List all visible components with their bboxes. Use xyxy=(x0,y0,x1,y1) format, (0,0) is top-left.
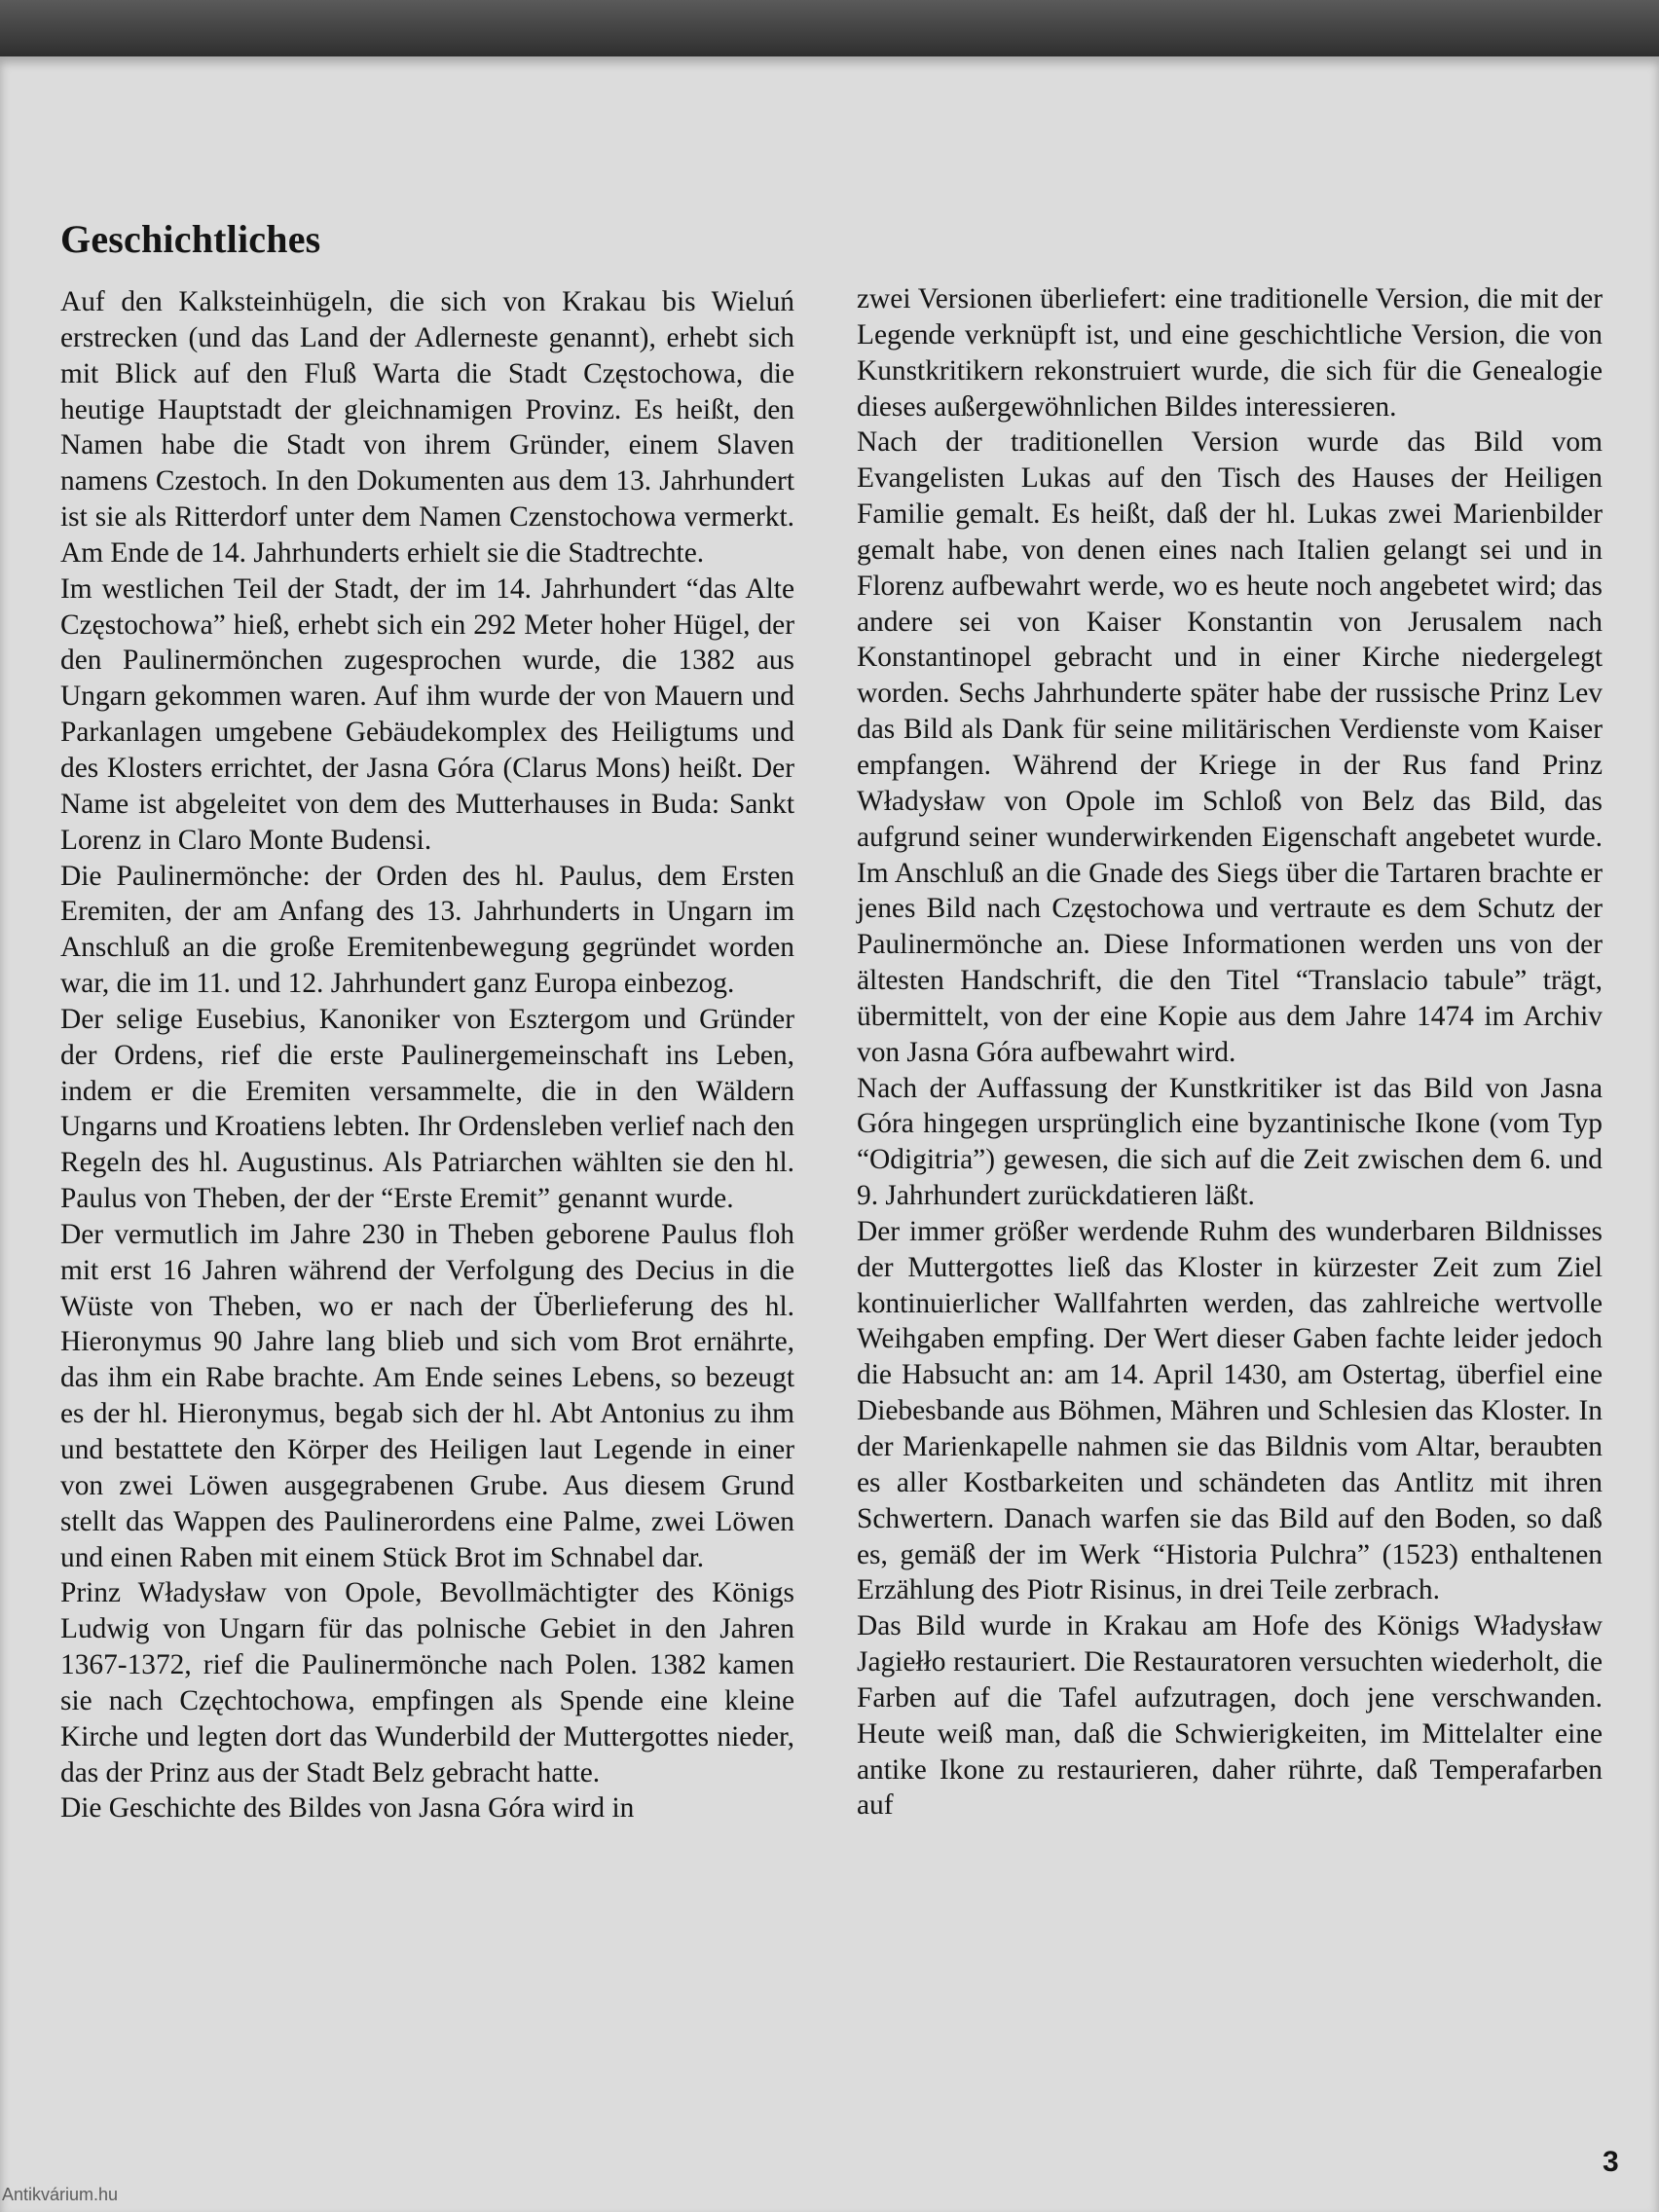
paragraph: zwei Versionen überliefert: eine traditionelle Version, die mit der Legende verknüpft ist, und eine geschichtliche Version, die von Kunstkritikern rekonstruiert wurde, die sich für die Genealogie dieses außergewöhnlichen Bildes interessieren. xyxy=(857,283,1603,423)
paragraph: Die Paulinermönche: der Orden des hl. Paulus, dem Ersten Eremiten, der am Anfang des 13. Jahrhunderts in Ungarn im Anschluß an die große Eremitenbewegung gegründet worden war, die im 11. und 12. Jahrhundert ganz Europa einbezog. xyxy=(60,860,794,1000)
paragraph: Der vermutlich im Jahre 230 in Theben geborene Paulus floh mit erst 16 Jahren während der Verfolgung des Decius in die Wüste von Theben, wo er nach der Überlieferung des hl. Hieronymus 90 Jahre lang blieb und sich vom Brot ernährte, das ihm ein Rabe brachte. Am Ende seines Lebens, so bezeugt es der hl. Hieronymus, begab sich der hl. Abt Antonius zu ihm und bestattete den Körper des Heiligen laut Legende in einer von zwei Löwen ausgegrabenen Grube. Aus diesem Grund stellt das Wappen des Paulinerordens eine Palme, zwei Löwen und einen Raben mit einem Stück Brot im Schnabel dar. xyxy=(60,1218,794,1573)
right-text-column xyxy=(857,281,1603,1824)
scan-top-edge xyxy=(0,0,1659,60)
paragraph: Im westlichen Teil der Stadt, der im 14. Jahrhundert “das Alte Częstochowa” hieß, erhebt sich ein 292 Meter hoher Hügel, der den Paulinermönchen zugesprochen wurde, die 1382 aus Ungarn gekommen waren. Auf ihm wurde der von Mauern und Parkanlagen umgebene Gebäudekomplex des Heiligtums und des Klosters errichtet, der Jasna Góra (Clarus Mons) heißt. Der Name ist abgeleitet von dem des Mutterhauses in Buda: Sankt Lorenz in Claro Monte Budensi. xyxy=(60,572,794,856)
paragraph: Nach der Auffassung der Kunstkritiker ist das Bild von Jasna Góra hingegen ursprünglich eine byzantinische Ikone (vom Typ “Odigitria”) gewesen, die sich auf die Zeit zwischen dem 6. und 9. Jahrhundert zurückdatieren läßt. xyxy=(857,1072,1603,1212)
paragraph: Der immer größer werdende Ruhm des wunderbaren Bildnisses der Muttergottes ließ das Kloster in kürzester Zeit zum Ziel kontinuierlicher Wallfahrten werden, das zahlreiche wertvolle Weihgaben empfing. Der Wert dieser Gaben fachte leider jedoch die Habsucht an: am 14. April 1430, am Ostertag, überfiel eine Diebesbande aus Böhmen, Mähren und Schlesien das Kloster. In der Marienkapelle nahmen sie das Bildnis vom Altar, beraubten es aller Kostbarkeiten und schändeten das Antlitz mit ihren Schwertern. Danach warfen sie das Bild auf den Boden, so daß es, gemäß der im Werk “Historia Pulchra” (1523) enthaltenen Erzählung des Piotr Risinus, in drei Teile zerbrach. xyxy=(857,1215,1603,1606)
page-number: 3 xyxy=(1603,2146,1619,2178)
watermark: Antikvárium.hu xyxy=(2,2185,119,2204)
paragraph: Die Geschichte des Bildes von Jasna Góra wird in xyxy=(60,1792,635,1825)
paragraph: Nach der traditionellen Version wurde das Bild vom Evangelisten Lukas auf den Tisch des Hauses der Heiligen Familie gemalt. Es heißt, daß der hl. Lukas zwei Marienbilder gemalt habe, von denen eines nach Italien gelangt sei und in Florenz aufbewahrt werde, wo es heute noch angebetet wird; das andere sei von Kaiser Konstantin von Jerusalem nach Konstantinopel gebracht und in einer Kirche niedergelegt worden. Sechs Jahrhunderte später habe der russische Prinz Lev das Bild als Dank für seine militärischen Verdienste vom Kaiser empfangen. Während der Kriege in der Rus fand Prinz Władysław von Opole im Schloß von Belz das Bild, das aufgrund seiner wunderwirkenden Eigenschaft angebetet wurde. Im Anschluß an die Gnade des Siegs über die Tartaren brachte er jenes Bild nach Częstochowa und vertraute es dem Schutz der Paulinermönche an. Diese Informationen werden uns von der ältesten Handschrift, die den Titel “Translacio tabule” trägt, übermittelt, von der eine Kopie aus dem Jahre 1474 im Archiv von Jasna Góra aufbewahrt wird. xyxy=(857,426,1603,1068)
paragraph: Auf den Kalksteinhügeln, die sich von Krakau bis Wieluń erstrecken (und das Land der Adlerneste genannt), erhebt sich mit Blick auf den Fluß Warta die Stadt Częstochowa, die heutige Hauptstadt der gleichnamigen Provinz. Es heißt, den Namen habe die Stadt von ihrem Gründer, einem Slaven namens Czestoch. In den Dokumenten aus dem 13. Jahrhundert ist sie als Ritterdorf unter dem Namen Czenstochowa vermerkt. Am Ende de 14. Jahrhunderts erhielt sie die Stadtrechte. xyxy=(60,286,794,569)
left-text-column xyxy=(60,284,794,1826)
paragraph: Der selige Eusebius, Kanoniker von Esztergom und Gründer der Ordens, rief die erste Paulinergemeinschaft ins Leben, indem er die Eremiten versammelte, die in den Wäldern Ungarns und Kroatiens lebten. Ihr Ordensleben verlief nach den Regeln des hl. Augustinus. Als Patriarchen wählten sie den hl. Paulus von Theben, der der “Erste Eremit” genannt wurde. xyxy=(60,1003,794,1215)
section-heading: Geschichtliches xyxy=(60,217,321,261)
paragraph: Prinz Władysław von Opole, Bevollmächtigter des Königs Ludwig von Ungarn für das polnische Gebiet in den Jahren 1367-1372, rief die Paulinermönche nach Polen. 1382 kamen sie nach Częchtochowa, empfingen als Spende eine kleine Kirche und legten dort das Wunderbild der Muttergottes nieder, das der Prinz aus der Stadt Belz gebracht hatte. xyxy=(60,1577,794,1788)
paragraph: Das Bild wurde in Krakau am Hofe des Königs Władysław Jagiełło restauriert. Die Restauratoren versuchten wiederholt, die Farben auf die Tafel aufzutragen, doch jene verschwanden. Heute weiß man, daß die Schwierigkeiten, im Mittelalter eine antike Ikone zu restaurieren, daher rührte, daß Temperafarben auf xyxy=(857,1610,1603,1822)
